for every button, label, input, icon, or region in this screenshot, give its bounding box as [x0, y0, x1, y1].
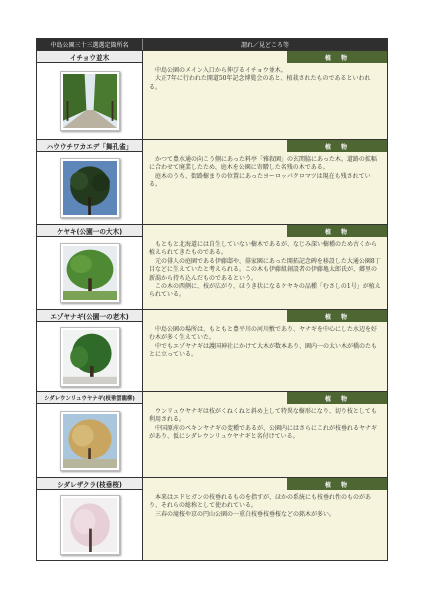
table-row [37, 477, 387, 560]
column-header-description: 謂れ／見どころ等 [240, 42, 289, 49]
table-row [37, 391, 387, 477]
maple-photo [60, 158, 120, 218]
entry-name: シダレザクラ(枝垂桜) [37, 478, 142, 490]
table-row [37, 224, 387, 309]
ginkgo-avenue-photo [60, 71, 120, 131]
category-tag: 植 物 [287, 478, 387, 490]
entry-name: シダレウンリュウヤナギ(枝垂雲龍柳) [37, 392, 142, 404]
entry-name: ハウウチワカエデ「舞孔雀」 [37, 140, 142, 152]
table-row [37, 139, 387, 224]
category-tag: 植 物 [287, 51, 387, 63]
entry-name: ケヤキ(公園一の大木) [37, 225, 142, 237]
weeping-willow-photo [60, 411, 120, 471]
category-tag: 植 物 [287, 392, 387, 404]
entry-name: エゾヤナギ(公園一の老木) [37, 310, 142, 322]
table-row [37, 309, 387, 391]
tree-table [36, 38, 388, 561]
category-tag: 植 物 [287, 140, 387, 152]
entry-description: 中島公園の場所は、もともと豊平川の河川敷であり、ヤナギを中心にした水辺を好む木が多く生えていた。 中でもエゾヤナギは護国神社にかけて大木が数本あり、園内一の太い木が橋のたもとに立っている。 [149, 326, 378, 359]
entry-description: 本来はエドヒガンの枝垂れるものを指すが、ほかの系統にも枝垂れ性のものがあり、それらの総称として使われている。 三春の滝桜や京の円山公園の一重白枝垂枝垂桜などの銘木が多い。 [149, 494, 372, 518]
table-row [37, 50, 387, 139]
entry-name: イチョウ並木 [37, 51, 142, 63]
willow-photo [60, 327, 120, 387]
table-header [37, 39, 387, 50]
column-header-name: 中島公園三十三選選定箇所名 [37, 39, 143, 50]
category-tag: 植 物 [287, 310, 387, 322]
weeping-cherry-photo [60, 495, 120, 555]
category-tag: 植 物 [287, 225, 387, 237]
entry-description: 中島公園のメイン入口から伸びるイチョウ並木。 大正7年に行われた開道50年記念博覧会のあと、植栽されたものであるといわれる。 [149, 67, 371, 91]
entry-description: かつて豊水通の向こう側にあった料亭「雅叙園」の玄関脇にあった木。道路の拡幅に合わせて廃業したため、庭木を公園に寄贈した名残の木である。 庭木のうち、街路樹まりの位置にあったヨーロッパクロマツは現在も残されている。 [149, 156, 377, 189]
entry-description: ウンリュウヤナギは枝がくねくねと斜め上して特異な樹形になり、切り枝としても利用される。 中国原産のペキンヤナギの変種であるが、公園内にはさらにこれが枝垂れるヤナギがあり、仮にシダレウンリュウヤナギと名付けている。 [149, 408, 377, 441]
entry-description: もともと北海道には自生していない樹木であるが、なじみ深い樹種のため古くから植えられてきたものである。 元の俳人の庭園である伊藤邸や、俳家園にあった開拓記念碑を移設した大通公園8丁目などに生えていたと考えられる。この木も伊藤組創設者の伊藤亀太郎氏が、郷里の新潟から持ち込んだものであるという。 この木の西側に、枝が広がり、ほうき状になるケヤキの品種「むさしの1号」が植えられている。 [149, 241, 381, 299]
zelkova-photo [60, 243, 120, 303]
